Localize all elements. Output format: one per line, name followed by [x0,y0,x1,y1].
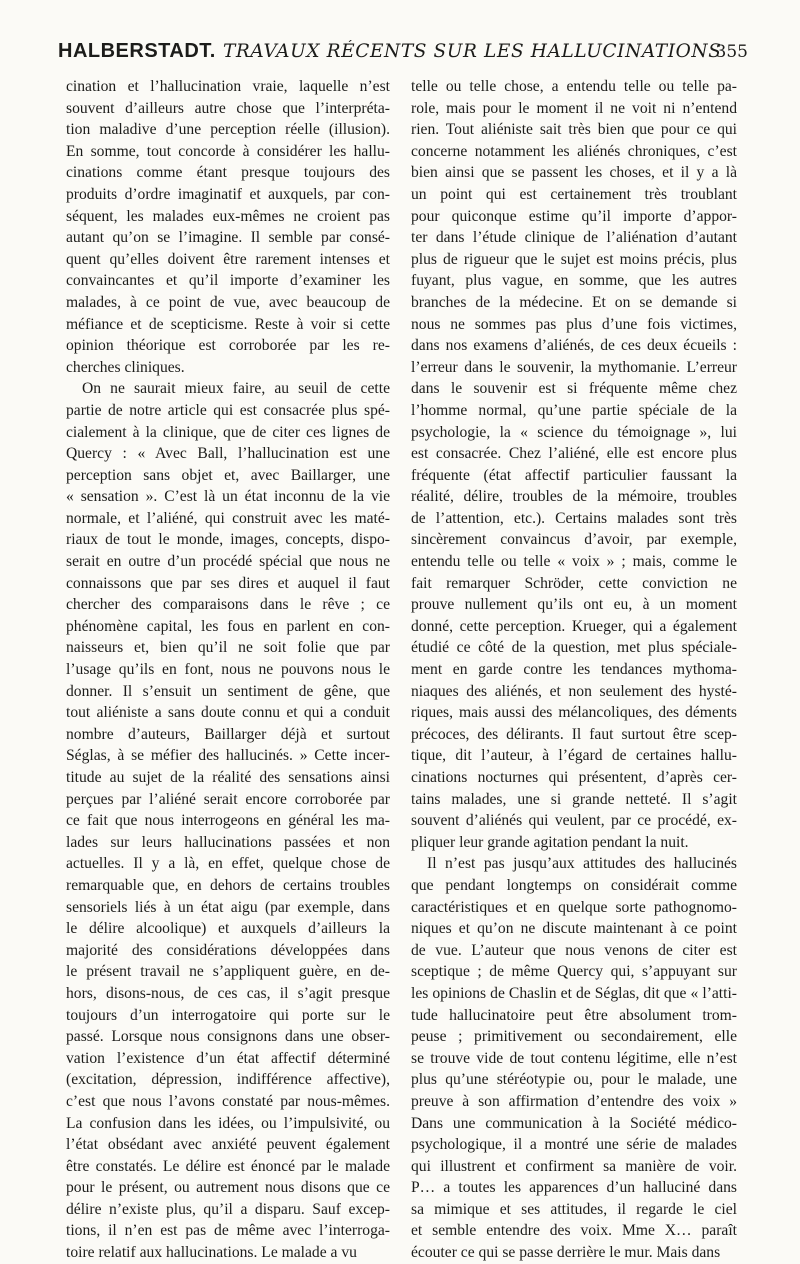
left-column-line: partie de notre article qui est consacrée plus spé- [66,401,390,419]
left-column-line: nombre d’auteurs, Baillarger déjà et surtout [66,725,390,743]
left-column-line: toujours d’un interrogatoire qui porte sur le [66,1006,390,1024]
left-column-line: être constatés. Le délire est énoncé par le malade [66,1157,390,1175]
right-column-line: et semble entendre des voix. Mme X… paraît [411,1222,737,1240]
left-column-line: quent qu’elles doivent être rarement intenses et [66,250,390,268]
right-column-line: souvent d’aliénés qui veulent, par ce procédé, ex- [411,812,737,830]
left-column-line: connaissons que par ses dires et auquel il faut [66,574,390,592]
right-column-line: de vue. L’auteur que nous venons de citer est [411,941,737,959]
right-column-line: l’homme normal, qu’une partie spéciale de la [411,401,737,419]
left-column-line: lades sur leurs hallucinations passées et non [66,833,390,851]
left-column-line: cherches cliniques. [66,358,185,376]
right-column-line: pliquer leur grande agitation pendant la nuit. [411,833,689,851]
left-column-line: souvent d’ailleurs autre chose que l’interpréta- [66,99,390,117]
right-column-line: tains malades, une si grande netteté. Il s’agit [411,790,737,808]
right-column-line: dans nos examens d’aliénés, de ces deux écueils : [411,337,737,355]
left-column-line: tions, il n’en est pas de même avec l’interroga- [66,1222,390,1240]
left-column-line: produits d’ordre imaginatif et auxquels, par con- [66,185,390,203]
right-column-line: riques, mais aussi des mélancoliques, des déments [411,704,737,722]
left-column-line: normale, et l’aliéné, qui construit avec les maté- [66,509,390,527]
right-column-line: qui illustrent et confirment sa manière de voir. [411,1157,737,1175]
right-column-line: plus de rigueur que le sujet est moins précis, plus [411,250,737,268]
running-head-author: HALBERSTADT. [58,40,216,62]
left-column-line: hors, disons-nous, de ces cas, il s’agit presque [66,984,390,1002]
left-column-line: malades, à ce point de vue, avec beaucoup de [66,293,390,311]
page-number: 355 [715,42,748,62]
left-column-line: Quercy : « Avec Ball, l’hallucination est une [66,445,390,463]
left-column-line: délire n’existe plus, qu’il a disparu. Sauf excep- [66,1200,390,1218]
left-column-line: cinations comme étant presque toujours des [66,164,390,182]
right-column-line: de l’attention, etc.). Certains malades sont très [411,509,737,527]
right-column-line: branches de la médecine. Et on se demande si [411,293,737,311]
right-column-line: tique, dit l’auteur, à l’égard de certaines hallu- [411,747,737,765]
right-column-line: sceptique ; de même Quercy qui, s’appuyant sur [411,963,737,981]
left-column-line: actuelles. Il y a là, en effet, quelque chose de [66,855,390,873]
left-column-line: riaux de tout le monde, images, concepts, dispo- [66,531,390,549]
left-column-line: perçues par l’aliéné serait encore corroborée par [66,790,390,808]
right-column-line: que pendant longtemps on considérait comme [411,876,737,894]
right-column-line: caractéristiques et en quelque sorte pathognomo- [411,898,737,916]
right-column-line: telle ou telle chose, a entendu telle ou telle pa- [411,78,737,95]
left-column-line: le présent travail ne s’appliquent guère, en de- [66,963,390,981]
left-column-line: autant qu’on se l’imagine. Il semble par consé- [66,229,390,247]
left-column-line: sensoriels liés à un état aigu (par exemple, dans [66,898,390,916]
right-column-line: P… a toutes les apparences d’un halluciné dans [411,1179,737,1197]
right-column-line: dans le souvenir est si fréquente même chez [411,380,737,398]
left-column-line: convaincantes et qu’il importe d’examiner les [66,272,390,290]
left-column-line: séquent, les malades eux-mêmes ne croient pas [66,207,390,225]
right-column-line: étudié ce côté de la question, met plus spéciale- [411,639,737,657]
right-column-line: bien ainsi que se passent les choses, et il y a là [411,164,737,182]
left-column-line: le délire alcoolique) et auxquels d’ailleurs la [66,920,390,938]
right-column-line: Dans une communication à la Société médico- [411,1114,737,1132]
left-column-line: cialement à la clinique, que de citer ces lignes de [66,423,390,441]
right-column-line: prouve nullement qu’ils ont eu, à un moment [411,596,737,614]
right-column-line: peuse ; primitivement ou secondairement, elle [411,1028,737,1046]
right-column-line: plus qu’une stéréotypie ou, pour le malade, une [411,1071,737,1089]
right-column-line: concerne notamment les aliénés chroniques, c’est [411,142,737,160]
left-column-line: On ne saurait mieux faire, au seuil de cette [82,380,390,398]
left-column-line: majorité des considérations développées dans [66,941,390,959]
right-column-line: rien. Tout aliéniste sait très bien que pour ce qui [411,121,737,139]
left-column-line: tout aliéniste a sans doute connu et qui a conduit [66,704,390,722]
left-column-line: (excitation, dépression, indifférence affective), [66,1071,390,1089]
right-column-line: niques et qu’on ne discute maintenant à ce point [411,920,737,938]
left-column-line: tion maladive d’une perception réelle (illusion). [66,121,390,139]
left-column-line: remarquable que, en dehors de certains troubles [66,876,390,894]
running-head [58,40,748,74]
left-column-line: serait en outre d’un procédé spécial que nous ne [66,553,390,571]
left-column-line: ce fait que nous interrogeons en général les ma- [66,812,390,830]
left-column-line: titude au sujet de la réalité des sensations ainsi [66,769,390,786]
right-column-line: écouter ce qui se passe derrière le mur. Mais dans [411,1244,721,1262]
left-column-line: « sensation ». C’est là un état inconnu de la vie [66,488,390,506]
right-column-line: fuyant, plus vague, en somme, que les autres [411,272,737,290]
right-column-line: sincèrement convaincus d’avoir, par exemple, [411,531,737,549]
right-column-line: donné, cette perception. Krueger, qui a également [411,617,737,635]
right-column-line: un point qui est certainement très troublant [411,185,737,203]
left-column-line: donner. Il s’ensuit un sentiment de gêne, que [66,682,390,700]
right-column-line: niaques des aliénés, et non seulement des hysté- [411,682,737,700]
right-column-line: tude hallucinatoire peut être absolument trom- [411,1006,737,1024]
right-column-line: fréquente (état affectif particulier faussant la [411,466,737,484]
left-column-line: c’est que nous l’avons constaté par nous-mêmes. [66,1092,390,1110]
right-column-line: preuve à son affirmation d’entendre des voix » [411,1092,737,1110]
right-column-line: role, mais pour le moment il ne voit ni n’entend [411,99,737,117]
right-column-line: fait remarquer Schröder, cette conviction ne [411,574,737,592]
left-column-line: l’usage qu’ils en font, nous ne pouvons nous le [66,661,390,679]
left-column-line: passé. Lorsque nous consignons dans une obser- [66,1028,390,1046]
left-column-line: chercher des comparaisons dans le rêve ; ce [66,596,390,614]
right-column-line: sa mimique et ses attitudes, il regarde le ciel [411,1200,737,1218]
left-column-line: La confusion dans les idées, ou l’impulsivité, ou [66,1114,390,1132]
right-column-line: se trouve vide de tout contenu légitime, elle n’est [411,1049,737,1067]
right-column-line: psychologie, la « science du témoignage », lui [411,423,737,441]
right-column-line: pour quiconque estime qu’il importe d’appor- [411,207,737,225]
right-column-line: entendu telle ou telle « voix » ; mais, comme le [411,553,737,571]
right-column-line: cinations nocturnes qui présentent, d’après cer- [411,769,737,786]
right-column-line: précoces, des délirants. Il faut surtout être scep- [411,725,737,743]
right-column-line: est consacrée. Chez l’aliéné, elle est encore plus [411,445,737,463]
right-column-line: nous ne sommes pas plus d’une fois victimes, [411,315,737,333]
left-column-line: opinion théorique est corroborée par les re- [66,337,390,355]
left-column-line: pour le présent, ou autrement nous disons que ce [66,1179,390,1197]
right-column-line: l’erreur dans le souvenir, la mythomanie. L’erreur [411,358,737,376]
right-column-line: les opinions de Chaslin et de Séglas, dit que « l’atti- [411,984,737,1002]
left-column-line: perception sans objet et, avec Baillarger, une [66,466,390,484]
right-column-line: Il n’est pas jusqu’aux attitudes des hallucinés [427,855,737,873]
left-column-line: naisseurs et, bien qu’il ne soit folie que par [66,639,390,657]
left-column-line: En somme, tout concorde à considérer les hallu- [66,142,390,160]
left-column-line: toire relatif aux hallucinations. Le malade a vu [66,1244,357,1262]
right-column-line: psychologique, il a montré une série de malades [411,1136,737,1154]
right-column-line: réalité, délire, troubles de la mémoire, troubles [411,488,737,506]
left-column-line: vation l’existence d’un état affectif déterminé [66,1049,390,1067]
left-column-line: l’état obsédant avec anxiété peuvent également [66,1136,390,1154]
left-column-line: cination et l’hallucination vraie, laquelle n’est [66,78,390,95]
left-column-line: phénomène capital, les fous en parlent en con- [66,617,390,635]
right-column-line: ment en garde contre les tendances mythoma- [411,661,737,679]
right-column-line: ter dans l’étude clinique de l’aliénation d’autant [411,229,737,247]
running-head-title: TRAVAUX RÉCENTS SUR LES HALLUCINATIONS [222,41,722,62]
left-column-line: Séglas, à se méfier des hallucinés. » Cette incer- [66,747,390,765]
left-column-line: méfiance et de scepticisme. Reste à voir si cette [66,315,390,333]
left-column [66,76,390,1264]
right-column [411,76,737,1264]
